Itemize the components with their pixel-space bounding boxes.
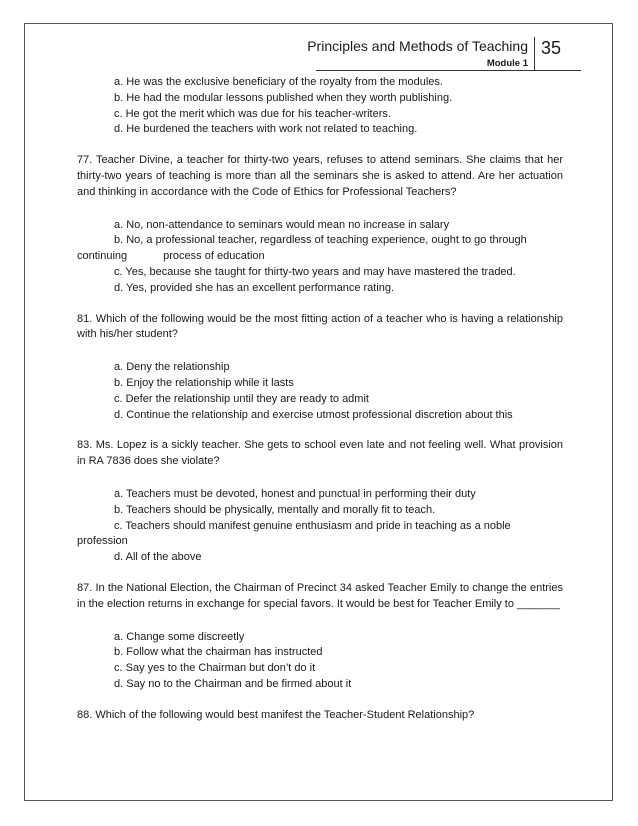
question-81-text: 81. Which of the following would be the most fitting action of a teacher who is having a relationship with his/her student? [77,312,563,341]
header-title: Principles and Methods of Teaching [307,38,528,54]
header-rule [316,70,581,71]
option-a: a. No, non-attendance to seminars would mean no increase in salary [114,218,450,231]
option-d: d. Say no to the Chairman and be firmed about it [114,677,352,690]
question-81 [77,312,563,424]
option-c: c. Say yes to the Chairman but don’t do it [114,662,316,675]
question-87 [77,581,563,693]
option-c-continuation: profession [77,535,128,548]
option-b: b. Follow what the chairman has instructed [114,646,323,659]
option-b: b. Enjoy the relationship while it lasts [114,376,294,389]
option-b-cont-b: process of education [163,250,265,263]
option-b-continuation [77,249,563,265]
question-88-text: 88. Which of the following would best manifest the Teacher-Student Relationship? [77,708,475,721]
question-83-text: 83. Ms. Lopez is a sickly teacher. She gets to school even late and not feeling well. What provision in RA 7836 does she violate? [77,439,563,468]
option-a: a. He was the exclusive beneficiary of the royalty from the modules. [114,76,443,88]
page-number: 35 [541,38,562,58]
option-b: b. Teachers should be physically, mentally and morally fit to teach. [114,503,436,516]
option-b: b. He had the modular lessons published when they worth publishing. [114,91,453,104]
header-module: Module 1 [486,58,528,69]
question-88 [77,708,563,724]
question-83 [77,438,563,566]
option-a: a. Deny the relationship [114,361,230,374]
option-a: a. Change some discreetly [114,630,245,643]
header-divider [534,37,535,70]
question-87-text: 87. In the National Election, the Chairman of Precinct 34 asked Teacher Emily to change the entries in the election returns in exchange for special favors. It would be best for Teacher Emily to _______ [77,581,563,610]
option-b: b. No, a professional teacher, regardless of teaching experience, ought to go through [114,234,527,247]
option-d: d. Yes, provided she has an excellent performance rating. [114,281,395,294]
prev-question-options [77,75,563,138]
option-c: c. He got the merit which was due for his teacher-writers. [114,107,391,120]
option-a: a. Teachers must be devoted, honest and punctual in performing their duty [114,487,476,500]
option-d: d. Continue the relationship and exercise utmost professional discretion about this [114,408,513,421]
option-c: c. Teachers should manifest genuine enthusiasm and pride in teaching as a noble [114,519,511,532]
option-c: c. Defer the relationship until they are ready to admit [114,392,369,405]
option-b-cont-a: continuing [77,250,128,263]
page-content [77,75,563,724]
question-77-text: 77. Teacher Divine, a teacher for thirty-two years, refuses to attend seminars. She claims that her thirty-two years of teaching is more than all the seminars she is asked to attend. Are her actuation and thinking in accordance with the Code of Ethics for Professional Teachers? [77,154,563,198]
question-77 [77,153,563,296]
page-header [0,0,638,80]
option-d: d. All of the above [114,551,202,564]
option-d: d. He burdened the teachers with work not related to teaching. [114,123,418,136]
option-c: c. Yes, because she taught for thirty-two years and may have mastered the traded. [114,265,516,278]
